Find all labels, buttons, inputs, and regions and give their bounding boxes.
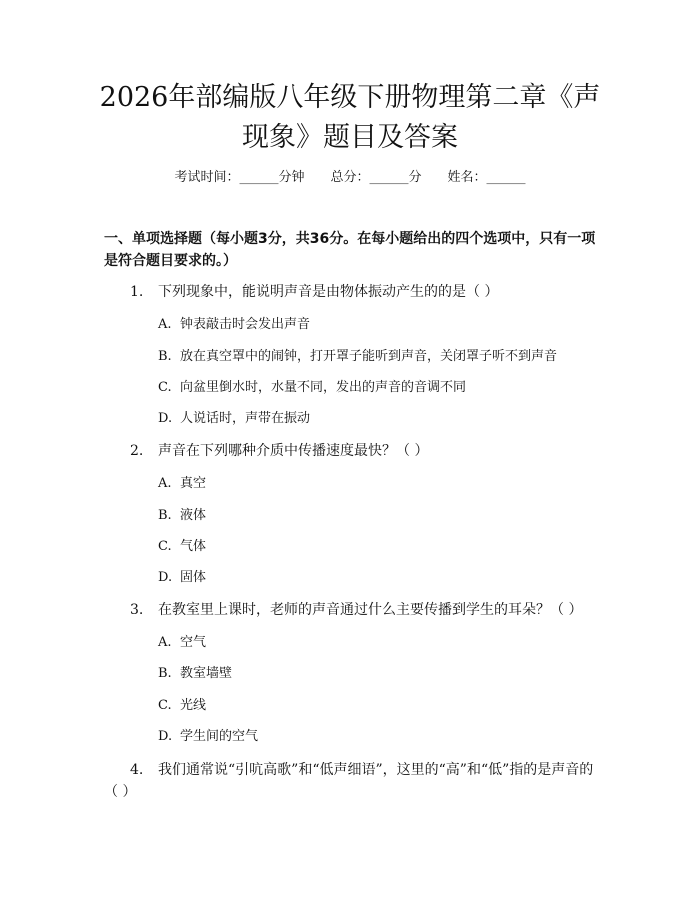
option-text: 向盆里倒水时，水量不同，发出的声音的音调不同 <box>180 380 467 395</box>
question-3 <box>130 600 582 620</box>
option-2d <box>158 568 206 588</box>
option-text: 固体 <box>180 570 207 585</box>
option-letter: B. <box>158 508 172 523</box>
option-letter: C. <box>158 539 172 554</box>
option-letter: D. <box>158 570 173 585</box>
option-letter: A. <box>158 476 172 491</box>
option-1c <box>158 378 466 398</box>
page-title: 2026年部编版八年级下册物理第二章《声现象》题目及答案 <box>99 82 601 153</box>
question-number: 1. <box>130 284 144 300</box>
option-text: 空气 <box>180 635 207 650</box>
option-text: 钟表敲击时会发出声音 <box>180 317 311 332</box>
question-number: 4. <box>130 762 144 778</box>
question-1 <box>130 282 498 302</box>
section-heading: 一、单项选择题（每小题3分，共36分。在每小题给出的四个选项中，只有一项是符合题目要求的。） <box>104 231 596 269</box>
question-text: 在教室里上课时，老师的声音通过什么主要传播到学生的耳朵？（ ） <box>158 602 583 618</box>
option-text: 放在真空罩中的闹钟，打开罩子能听到声音，关闭罩子听不到声音 <box>180 349 558 364</box>
option-text: 学生间的空气 <box>180 729 259 744</box>
option-3c <box>158 696 206 716</box>
name-field: 姓名：______ <box>447 170 526 185</box>
exam-info-line <box>0 168 700 188</box>
exam-time-field: 考试时间：______分钟 <box>174 170 305 185</box>
option-text: 液体 <box>180 508 207 523</box>
option-letter: A. <box>158 317 172 332</box>
option-text: 气体 <box>180 539 207 554</box>
option-2b <box>158 506 206 526</box>
option-text: 真空 <box>180 476 207 491</box>
question-2 <box>130 441 428 461</box>
question-text: 声音在下列哪种介质中传播速度最快？（ ） <box>158 443 429 459</box>
option-text: 光线 <box>180 698 207 713</box>
option-3d <box>158 727 258 747</box>
option-letter: C. <box>158 698 172 713</box>
option-letter: B. <box>158 349 172 364</box>
option-text: 人说话时，声带在振动 <box>180 411 311 426</box>
option-2a <box>158 474 206 494</box>
option-1b <box>158 347 557 367</box>
question-text: 我们通常说“引吭高歌”和“低声细语”，这里的“高”和“低”指的是声音的（ ） <box>104 762 594 800</box>
question-number: 3. <box>130 602 144 618</box>
option-letter: C. <box>158 380 172 395</box>
question-4 <box>104 759 604 803</box>
option-1d <box>158 409 310 429</box>
option-3a <box>158 633 206 653</box>
question-number: 2. <box>130 443 144 459</box>
total-score-field: 总分：______分 <box>330 170 422 185</box>
option-letter: D. <box>158 411 173 426</box>
option-1a <box>158 315 310 335</box>
option-letter: B. <box>158 666 172 681</box>
question-text: 下列现象中，能说明声音是由物体振动产生的的是（ ） <box>158 284 499 300</box>
option-text: 教室墙壁 <box>180 666 233 681</box>
option-letter: A. <box>158 635 172 650</box>
option-letter: D. <box>158 729 173 744</box>
option-2c <box>158 537 206 557</box>
option-3b <box>158 664 232 684</box>
